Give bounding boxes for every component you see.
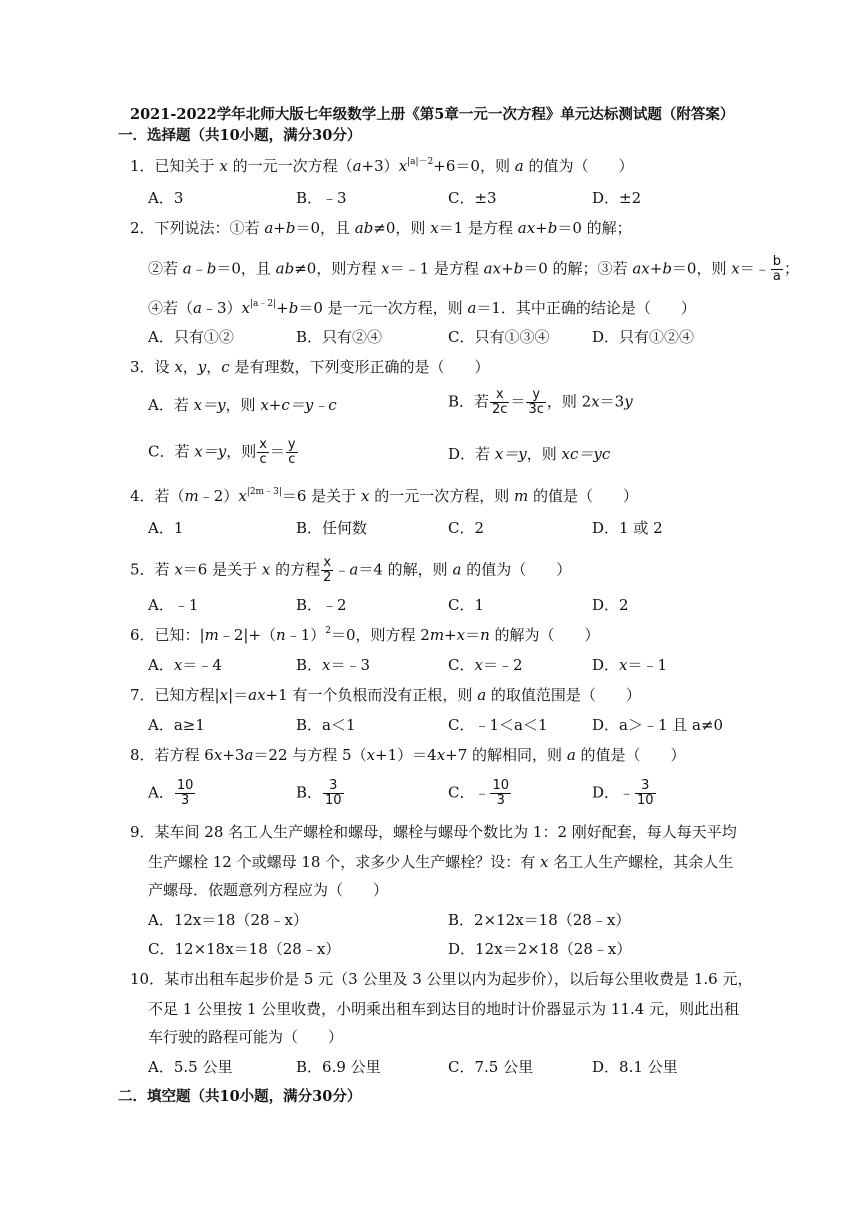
question-9-line-2: 生产螺栓 12 个或螺母 18 个，求多少人生产螺栓？设：有 x 名工人生产螺栓，其余人生	[148, 853, 734, 871]
q7-option-c[interactable]: C．﹣1＜a＜1	[448, 716, 548, 734]
q10-option-a[interactable]: A．5.5 公里	[148, 1058, 233, 1076]
fraction-3-over-10: $\frac{3}{10}$	[325, 778, 342, 808]
question-2-line-3: ④若$(a﹣3)x^{|a﹣2|}+b=0$ 是一元一次方程，则 a＝1．其中正确的结论是（ ）	[148, 299, 696, 317]
q5-option-d[interactable]: D．2	[592, 596, 629, 614]
section-1-heading: 一．选择题（共10小题，满分30分）	[118, 127, 362, 144]
fraction-y-over-c: $\frac{y}{c}$	[287, 437, 296, 467]
fraction-neg-10-over-3: $\frac{10}{3}$	[492, 778, 510, 808]
question-10-line-3: 车行驶的路程可能为（ ）	[148, 1028, 344, 1046]
q2-option-b[interactable]: B．只有②④	[296, 328, 383, 346]
q1-option-d[interactable]: D．±2	[592, 189, 642, 207]
q8-option-d[interactable]: D．﹣ $\frac{3}{10}$	[592, 778, 654, 808]
question-9-line-1: 9．某车间 28 名工人生产螺栓和螺母，螺栓与螺母个数比为 1：2 刚好配套，每人每天平均	[130, 823, 737, 841]
page-title: 2021-2022学年北师大版七年级数学上册《第5章一元一次方程》单元达标测试题（附答案）	[130, 106, 735, 123]
question-4-stem: 4．若$(m﹣2)x^{|2m﹣3|}=6$ 是关于 x 的一元一次方程，则 m 的值是（ ）	[130, 487, 638, 505]
q6-option-d[interactable]: D．x＝﹣1	[592, 656, 668, 674]
q8-option-a[interactable]: A． $\frac{10}{3}$	[148, 778, 194, 808]
q5-option-a[interactable]: A．﹣1	[148, 596, 199, 614]
q1-option-a[interactable]: A．3	[148, 189, 184, 207]
q5-option-b[interactable]: B．﹣2	[296, 596, 347, 614]
question-3-stem: 3．设 x，y，c 是有理数，下列变形正确的是（ ）	[130, 358, 490, 376]
q8-option-c[interactable]: C．﹣ $\frac{10}{3}$	[448, 778, 510, 808]
q7-option-b[interactable]: B．a＜1	[296, 716, 356, 734]
question-2-line-1: 2．下列说法：①若 a+b＝0，且 ab≠0，则 x＝1 是方程 ax+b＝0 的解；	[130, 219, 632, 237]
question-10-line-2: 不足 1 公里按 1 公里收费，小明乘出租车到达目的地时计价器显示为 11.4 元，则此出租	[148, 1000, 740, 1018]
q10-option-c[interactable]: C．7.5 公里	[448, 1058, 534, 1076]
q10-option-d[interactable]: D．8.1 公里	[592, 1058, 678, 1076]
fraction-10-over-3: $\frac{10}{3}$	[176, 778, 194, 808]
question-8-stem: 8．若方程 6x+3a＝22 与方程 5（x+1）＝4x+7 的解相同，则 a 的值是（ ）	[130, 746, 686, 764]
q1-option-b[interactable]: B．﹣3	[296, 189, 347, 207]
q6-option-b[interactable]: B．x＝﹣3	[296, 656, 371, 674]
fraction-x-over-c: $\frac{x}{c}$	[259, 437, 267, 467]
section-2-heading: 二．填空题（共10小题，满分30分）	[118, 1088, 362, 1105]
fraction-b-over-a: $\frac{b}{a}$	[772, 254, 781, 284]
question-2-line-2: ②若 a﹣b＝0，且 ab≠0，则方程 x＝﹣1 是方程 ax+b＝0 的解；③若 ax+b＝0，则 x＝﹣ $\frac{b}{a}$ ；	[148, 254, 799, 284]
q9-option-b[interactable]: B．2×12x＝18（28﹣x）	[448, 911, 631, 929]
q4-option-d[interactable]: D．1 或 2	[592, 519, 663, 537]
fraction-neg-3-over-10: $\frac{3}{10}$	[637, 778, 654, 808]
q6-option-a[interactable]: A．x＝﹣4	[148, 656, 222, 674]
q4-option-a[interactable]: A．1	[148, 519, 184, 537]
q1-option-c[interactable]: C．±3	[448, 189, 497, 207]
question-5-stem: 5．若 x＝6 是关于 x 的方程 $\frac{x}{2}$ ﹣a＝4 的解，则 a 的值为（ ）	[130, 555, 572, 585]
q7-option-d[interactable]: D．a＞﹣1 且 a≠0	[592, 716, 724, 734]
question-10-line-1: 10．某市出租车起步价是 5 元（3 公里及 3 公里以内为起步价），以后每公里收费是 1.6 元，	[130, 970, 753, 988]
q2-option-a[interactable]: A．只有①②	[148, 328, 234, 346]
q9-option-d[interactable]: D．12x＝2×18（28﹣x）	[448, 940, 632, 958]
q9-option-c[interactable]: C．12×18x＝18（28﹣x）	[148, 940, 341, 958]
q3-option-a[interactable]: A．若 x＝y，则 x+c＝y﹣c	[148, 396, 337, 414]
fraction-x-over-2c: $\frac{x}{2c}$	[492, 387, 508, 417]
question-1-stem: 1．已知关于 x 的一元一次方程$(a+3)x^{|a|-2}+6=0$，则 a 的值为（ ）	[130, 157, 634, 175]
q8-option-b[interactable]: B． $\frac{3}{10}$	[296, 778, 342, 808]
fraction-y-over-3c: $\frac{y}{3c}$	[528, 387, 544, 417]
question-6-stem: 6．已知：|m﹣2|+（n﹣1）$^2$＝0，则方程 2m+x＝n 的解为（ ）	[130, 626, 600, 644]
q10-option-b[interactable]: B．6.9 公里	[296, 1058, 381, 1076]
q5-option-c[interactable]: C．1	[448, 596, 485, 614]
q4-option-c[interactable]: C．2	[448, 519, 485, 537]
q4-option-b[interactable]: B．任何数	[296, 519, 368, 537]
q2-option-d[interactable]: D．只有①②④	[592, 328, 695, 346]
q6-option-c[interactable]: C．x＝﹣2	[448, 656, 523, 674]
question-9-line-3: 产螺母．依题意列方程应为（ ）	[148, 881, 389, 899]
q3-option-b[interactable]: B．若 $\frac{x}{2c}$ ＝ $\frac{y}{3c}$ ，则 2x＝3y	[448, 387, 633, 417]
fraction-x-over-2: $\frac{x}{2}$	[323, 555, 332, 585]
q9-option-a[interactable]: A．12x＝18（28﹣x）	[148, 911, 309, 929]
q2-option-c[interactable]: C．只有①③④	[448, 328, 550, 346]
q3-option-d[interactable]: D．若 x＝y，则 xc＝yc	[448, 445, 611, 463]
q3-option-c[interactable]: C．若 x＝y，则 $\frac{x}{c}$ ＝ $\frac{y}{c}$	[148, 437, 296, 467]
q7-option-a[interactable]: A．a≥1	[148, 716, 205, 734]
question-7-stem: 7．已知方程|x|＝ax+1 有一个负根而没有正根，则 a 的取值范围是（ ）	[130, 686, 641, 704]
